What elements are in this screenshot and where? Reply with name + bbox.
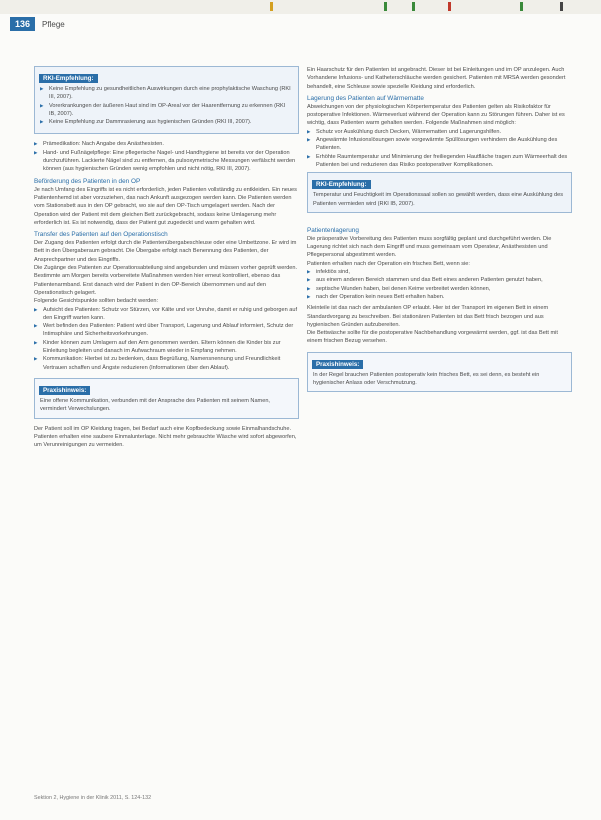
list-item: ▶ Vorerkrankungen der äußeren Haut sind im OP-Areal vor der Haarentfernung zu erkennen (RKI IB, 2007). [40, 102, 293, 119]
section-heading: Lagerung des Patienten auf Wärmematte [307, 94, 424, 102]
praxis-box [307, 352, 572, 393]
list-item: ▶ Hand- und Fußnägelpflege: Eine pflegerische Nagel- und Handhygiene ist bereits vor der Operation durchzuführen. Lackierte Nägel sind zu entfernen, da pulsoxymetrische Messungen verfälscht werden können (aus hygienischen Gründen wenig empfohlen und nicht nötig, RKI III, 2007). [34, 149, 299, 174]
paragraph: Ein Haarschutz für den Patienten ist angebracht. Dieser ist bei Einleitungen und im OP anzulegen. Auch Vorhandene Infusions- und Katheterschläuche werden gesichert. Patienten mit MRSA werden gesondert behandelt, eine Schleuse sowie spezielle Kleidung sind erforderlich. [307, 67, 566, 90]
paragraph: Abweichungen von der physiologischen Körpertemperatur des Patienten gelten als Risikofaktor für postoperative Infektionen. Wärmeverlust während der Operation kann zu Störungen führen. Daher ist es wichtig, dass Patienten warm gehalten werden. Folgende Maßnahmen sind möglich: [307, 103, 565, 127]
praxis-text: In der Regel brauchen Patienten postoperativ kein frisches Bett, es sei denn, es besteht ein hygienischer Anlass oder Verschmutzung. [313, 371, 540, 387]
right-column [307, 66, 572, 398]
list-item: ▶ septische Wunden haben, bei denen Keime verbreitet werden können, [307, 285, 572, 293]
list-item: ▶ Prämedikation: Nach Angabe des Anästhesisten. [34, 140, 299, 148]
section-heading: Beförderung des Patienten in den OP [34, 177, 141, 185]
color-marker [384, 2, 387, 11]
color-marker [448, 2, 451, 11]
list-item: ▶ Keine Empfehlung zur Dammrasierung aus hygienischen Gründen (RKI III, 2007). [40, 118, 293, 126]
page-title: Pflege [42, 19, 65, 29]
rki-box [307, 172, 572, 213]
page-header [10, 17, 65, 31]
page-top-strip [0, 0, 601, 14]
paragraph: Die Bettwäsche sollte für die postoperative Nachbehandlung vorgewärmt werden, ggf. ist das Bett mit einem frischen Bezug versehen. [307, 330, 558, 345]
list-item: ▶ Erhöhte Raumtemperatur und Minimierung der freiliegenden Hautfläche tragen zum Wärmeerhalt des Patienten bei und reduzieren das Risiko postoperativer Komplikationen. [307, 153, 572, 170]
paragraph: Der Zugang des Patienten erfolgt durch die Patientenübergabeschleuse oder eine Umbettzone. Er wird im Bett in den Übergaberaum gebracht. Die Übergabe erfolgt nach Benennung des Patienten, der Ansprechpartner und des Eingriffs. [34, 240, 297, 263]
color-marker [560, 2, 563, 11]
paragraph: Kleinteile ist das nach der ambulanten OP erlaubt. Hier ist der Transport im eigenen Bett in einem Standardvorgang zu beschreiben. Bei stationären Patienten ist das Bett frisch bezogen und aus hygienischen Gründen aufzubereiten. [307, 305, 549, 328]
list-item: ▶ Kinder können zum Umlagern auf den Arm genommen werden. Eltern können die Kinder bis zur Einleitung begleiten und danach im Aufwachraum wieder in Empfang nehmen. [34, 339, 299, 356]
color-marker [520, 2, 523, 11]
page-number: 136 [10, 17, 35, 31]
color-marker [270, 2, 273, 11]
paragraph: Die präoperative Vorbereitung des Patienten muss sorgfältig geplant und durchgeführt werden. Die Lagerung richtet sich nach dem Eingriff und muss gemeinsam vom Operateur, Anästhesisten und Pflegepersonal abgestimmt werden. [307, 235, 552, 259]
list-item: ▶ infektiös sind, [307, 268, 572, 276]
rki-label: RKI-Empfehlung: [312, 180, 371, 189]
list-item: ▶ Aufsicht des Patienten: Schutz vor Stürzen, vor Kälte und vor Unruhe, damit er ruhig und geborgen auf den Eingriff warten kann. [34, 306, 299, 323]
paragraph: Je nach Umfang des Eingriffs ist es nicht erforderlich, jeden Patienten vollständig zu entkleiden. Ein neues Patientenhemd ist aber vorzuziehen, das nach Ankunft ausgezogen werden kann. Die Patienten werden vom Stationsbett aus in den OP gebracht, wo sie auf den OP-Tisch umgelagert werden. Nach der Operation wird der Patient mit dem gleichen Bett zurückgebracht, sodass keine Umlagerung mehr erforderlich ist. Es ist notwendig, dass der Patient gut zugedeckt und warm gehalten wird. [34, 186, 297, 226]
section-heading: Patientenlagerung [307, 226, 359, 234]
paragraph: Der Patient soll im OP Kleidung tragen, bei Bedarf auch eine Kopfbedeckung sowie Einmalhandschuhe. Patienten erhalten eine saubere Einmalunterlage. Nicht mehr gebrauchte Wäsche wird sofort abgeworfen, um Verunreinigungen zu vermeiden. [34, 425, 297, 449]
list-item: ▶ Wert befinden des Patienten: Patient wird über Transport, Lagerung und Ablauf informiert, Schutz der Intimsphäre und Sicherheitsvorkehrungen. [34, 322, 299, 339]
paragraph: Die Zugänge des Patienten zur Operationsabteilung sind angebunden und müssen vorher geprüft werden. Bestimmte am Morgen bereits vorbereitete Maßnahmen werden hier erneut kontrolliert, ebenso das Patientenarmband. Erst danach wird der Patient in den OP-Bereich übernommen und auf den Operationstisch gelagert. [34, 265, 298, 296]
rki-label: RKI-Empfehlung: [39, 74, 98, 83]
left-column [34, 66, 299, 449]
list-item: ▶ Keine Empfehlung zu gesundheitlichen Auswirkungen durch eine prophylaktische Waschung (RKI III, 2007). [40, 85, 293, 102]
rki-text: Temperatur und Feuchtigkeit im Operationssaal sollen so gewählt werden, dass eine Auskühlung des Patienten vermieden wird (RKI IB, 2007). [313, 192, 563, 207]
section-heading: Transfer des Patienten auf den Operationstisch [34, 231, 168, 239]
list-item: ▶ Kommunikation: Hierbei ist zu bedenken, dass Begrüßung, Namensnennung und Freundlichkeit Vertrauen schaffen und Ängste reduzieren (Informationen über den Ablauf). [34, 355, 299, 372]
page-footer: Sektion 2, Hygiene in der Klinik 2011, S. 124-132 [34, 795, 152, 801]
color-marker [412, 2, 415, 11]
praxis-label: Praxishinweis: [39, 386, 90, 395]
paragraph: Patienten erhalten nach der Operation ein frisches Bett, wenn sie: [307, 260, 470, 267]
list-item: ▶ Angewärmte Infusionslösungen sowie vorgewärmte Spüllösungen verhindern die Auskühlung des Patienten. [307, 136, 572, 153]
paragraph: Folgende Gesichtspunkte sollten bedacht werden: [34, 298, 159, 305]
list-item: ▶ aus einem anderen Bereich stammen und das Bett eines anderen Patienten genutzt haben, [307, 276, 572, 284]
list-item: ▶ Schutz vor Auskühlung durch Decken, Wärmematten und Lagerungshilfen. [307, 128, 572, 136]
praxis-label: Praxishinweis: [312, 360, 363, 369]
rki-box [34, 66, 299, 134]
praxis-box [34, 378, 299, 419]
praxis-text: Eine offene Kommunikation, verbunden mit der Ansprache des Patienten mit seinem Namen, vermindert Verwechslungen. [40, 397, 270, 413]
list-item: ▶ nach der Operation kein neues Bett erhalten haben. [307, 293, 572, 301]
